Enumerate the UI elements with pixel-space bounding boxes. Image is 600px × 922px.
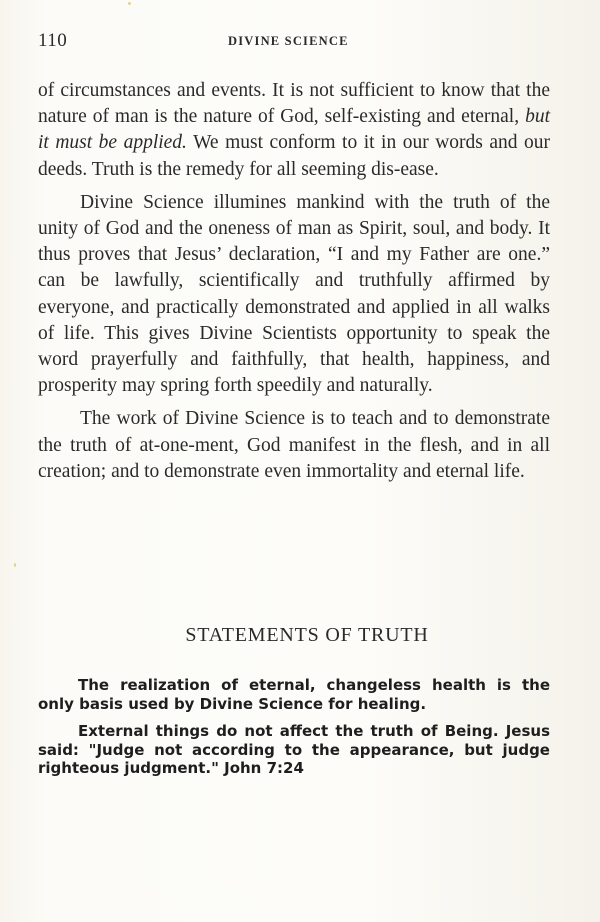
statement-2: External things do not affect the truth of Being. Jesus said: "Judge not according to the appearance, but judge righteous judgment." John 7:24	[38, 722, 550, 777]
paragraph-1-end: We must conform to it in our words and our deeds. Truth is the remedy for all seeming dis-ease.	[38, 132, 550, 180]
paragraph-1-start: of circumstances and events. It is not sufficient to know that the nature of man is the nature of God, self-existing and eternal,	[38, 80, 550, 128]
paper-speck	[14, 563, 16, 567]
paragraph-3: The work of Divine Science is to teach and to demonstrate the truth of at-one-ment, God manifest in the flesh, and in all creation; and to demonstrate even immortality and eternal life.	[38, 408, 550, 482]
statements-of-truth	[38, 676, 550, 787]
paper-speck	[128, 2, 131, 5]
running-title: DIVINE SCIENCE	[228, 34, 349, 48]
paragraph-1	[38, 78, 550, 183]
paragraph-2: Divine Science illumines mankind with the truth of the unity of God and the oneness of man as Spirit, soul, and body. It thus proves that Jesus’ declaration, “I and my Father are one.” can be lawfully, scientifically and truthfully affirmed by everyone, and practically demonstrated and applied in all walks of life. This gives Divine Scientists opportunity to speak the word prayerfully and faithfully, that health, happiness, and prosperity may spring forth speedily and naturally.	[38, 191, 550, 397]
paragraph-1-emphasis: but it must be applied.	[38, 106, 550, 154]
section-heading: STATEMENTS OF TRUTH	[185, 624, 429, 646]
page-number: 110	[38, 30, 68, 51]
body-text	[38, 78, 550, 492]
statement-1: The realization of eternal, changeless health is the only basis used by Divine Science for healing.	[38, 676, 550, 713]
running-head	[38, 30, 548, 54]
